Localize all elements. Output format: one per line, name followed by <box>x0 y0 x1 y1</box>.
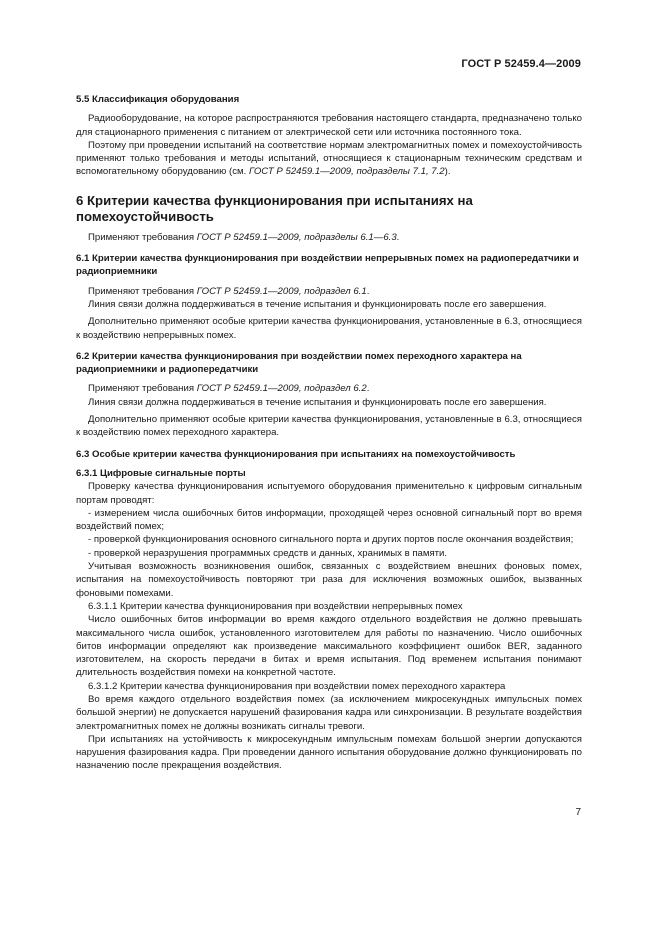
section-6-paragraph-1: Применяют требования ГОСТ Р 52459.1—2009, подразделы 6.1—6.3. <box>88 231 400 243</box>
section-5-5-paragraph-1: Радиооборудование, на которое распространяются требования настоящего стандарта, предназначено только для стационарного применения с питанием от электрической сети или источника постоянного тока. <box>76 113 582 138</box>
section-6-3-1-2-paragraph-2: При испытаниях на устойчивость к микросекундным импульсным помехам большой энергии допускаются нарушения фазирования кадра. При проведении данного испытания оборудование должно функционировать по назначению после прекращения воздействия. <box>76 733 582 772</box>
section-6-1-paragraph-2: Линия связи должна поддерживаться в течение испытания и функционировать после его завершения. <box>88 298 547 310</box>
section-6-3-1-1-paragraph-1: Число ошибочных битов информации во время каждого отдельного воздействия не должно превышать максимального числа ошибок, установленного изготовителем для работы по назначению. Число ошибочных битов информации определяют как произведение максимального коэффициент ошибок BER, заданного изготовителем, на скорость передачи в битах и время испытания. Под временем испытания понимают длительность воздействия помехи на конкретной частоте. <box>76 614 582 679</box>
section-6-3-1-1-title: 6.3.1.1 Критерии качества функционирования при воздействии непрерывных помех <box>88 600 463 612</box>
standard-reference: ГОСТ Р 52459.1—2009, подраздел 6.1 <box>196 285 367 297</box>
section-6-title: 6 Критерии качества функционирования при испытаниях на помехоустойчивость <box>76 192 473 224</box>
section-6-3-1-2-title: 6.3.1.2 Критерии качества функционирования при воздействии помех переходного характера <box>88 680 506 692</box>
section-6-2-title: 6.2 Критерии качества функционирования при воздействии помех переходного характера на радиоприемники и радиопередатчики <box>76 350 522 376</box>
section-6-3-1-paragraph-2: Учитывая возможность возникновения ошибок, связанных с воздействием внешних фоновых помех, испытания на помехоустойчивость повторяют три раза для исключения возможных ошибок, вызванных фоновыми помехами. <box>76 561 582 599</box>
section-6-2-paragraph-1: Применяют требования ГОСТ Р 52459.1—2009, подраздел 6.2. <box>88 383 370 395</box>
page-content <box>76 93 582 773</box>
section-6-1-title: 6.1 Критерии качества функционирования при воздействии непрерывных помех на радиопередатчики и радиоприемники <box>76 253 579 278</box>
section-6-3-1-title: 6.3.1 Цифровые сигнальные порты <box>76 467 246 479</box>
section-6-2-paragraph-2: Линия связи должна поддерживаться в течение испытания и функционировать после его завершения. <box>88 396 547 408</box>
standard-reference: ГОСТ Р 52459.1—2009, подраздел 6.2 <box>196 383 367 395</box>
document-header: ГОСТ Р 52459.4—2009 <box>461 58 581 70</box>
list-item: - проверкой неразрушения программных средств и данных, хранимых в памяти. <box>88 547 448 559</box>
section-6-3-1-2-paragraph-1: Во время каждого отдельного воздействия помех (за исключением микросекундных импульсных помех большой энергии) не допускается нарушений фазирования кадра или синхронизации. В результате воздействия электромагнитных помех не должны возникать сигналы тревоги. <box>76 693 582 732</box>
section-6-1-paragraph-1: Применяют требования ГОСТ Р 52459.1—2009, подраздел 6.1. <box>88 285 370 297</box>
section-6-3-title: 6.3 Особые критерии качества функционирования при испытаниях на помехоустойчивость <box>76 448 516 460</box>
standard-reference: ГОСТ Р 52459.1—2009, подразделы 7.1, 7.2 <box>248 166 445 178</box>
page-number: 7 <box>575 807 581 818</box>
section-5-5-paragraph-2: Поэтому при проведении испытаний на соответствие нормам электромагнитных помех и помехоустойчивость применяют только требования и методы испытаний, относящиеся к стационарным техническим средствам и вспомогательному оборудованию (см. ГОСТ Р 52459.1—2009, подразделы 7.1, 7.2). <box>76 139 582 178</box>
list-item: - измерением числа ошибочных битов информации, проходящей через основной сигнальный порт во время воздействий помех; <box>76 507 582 533</box>
section-5-5-title: 5.5 Классификация оборудования <box>76 94 240 105</box>
list-item: - проверкой функционирования основного сигнального порта и других портов после окончания воздействия; <box>88 534 574 546</box>
standard-reference: ГОСТ Р 52459.1—2009, подразделы 6.1—6.3 <box>196 231 397 243</box>
section-6-3-1-paragraph-1: Проверку качества функционирования испытуемого оборудования применительно к цифровым сигнальным портам проводят: <box>76 481 582 506</box>
section-6-2-paragraph-3: Дополнительно применяют особые критерии качества функционирования, установленные в 6.3, относящиеся к воздействию помех переходного характера. <box>76 414 582 439</box>
section-6-1-paragraph-3: Дополнительно применяют особые критерии качества функционирования, установленные в 6.3, относящиеся к воздействию непрерывных помех. <box>76 316 582 341</box>
